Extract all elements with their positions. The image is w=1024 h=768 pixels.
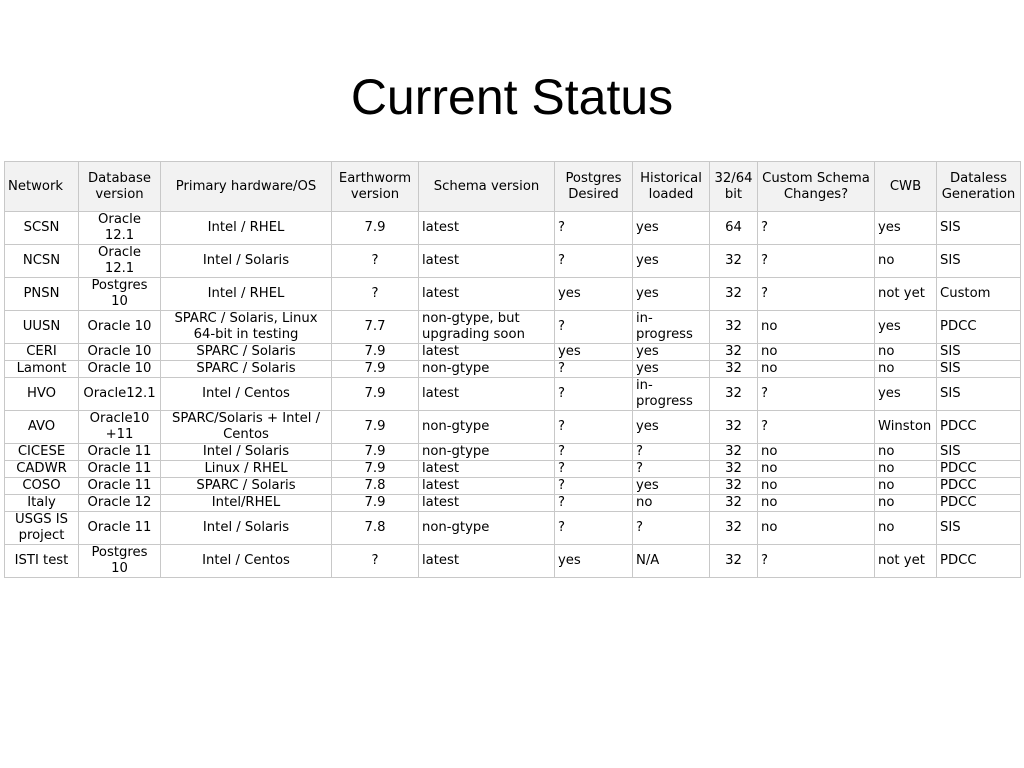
cell-historical-loaded: in-progress (633, 378, 710, 411)
cell-dataless-generation: PDCC (937, 545, 1021, 578)
cell-dataless-generation: SIS (937, 444, 1021, 461)
cell-database-version: Postgres 10 (79, 278, 161, 311)
cell-bit-width: 32 (710, 495, 758, 512)
cell-postgres-desired: ? (555, 478, 633, 495)
cell-database-version: Oracle 10 (79, 311, 161, 344)
table-row (5, 311, 1021, 344)
column-header-32-64-bit: 32/64 bit (710, 162, 758, 212)
cell-custom-schema-changes: ? (758, 378, 875, 411)
cell-bit-width: 32 (710, 311, 758, 344)
cell-cwb: no (875, 478, 937, 495)
column-header-primary-hardware-os: Primary hardware/OS (161, 162, 332, 212)
table-row (5, 245, 1021, 278)
cell-custom-schema-changes: no (758, 361, 875, 378)
cell-bit-width: 64 (710, 212, 758, 245)
cell-schema-version: latest (419, 278, 555, 311)
slide-title: Current Status (350, 69, 674, 125)
cell-bit-width: 32 (710, 461, 758, 478)
cell-custom-schema-changes: no (758, 512, 875, 545)
cell-postgres-desired: yes (555, 278, 633, 311)
cell-postgres-desired: ? (555, 444, 633, 461)
table-row (5, 361, 1021, 378)
cell-earthworm-version: 7.8 (332, 512, 419, 545)
cell-earthworm-version: 7.8 (332, 478, 419, 495)
table-row (5, 512, 1021, 545)
table-header-row (5, 162, 1021, 212)
cell-network: UUSN (5, 311, 79, 344)
cell-earthworm-version: 7.9 (332, 444, 419, 461)
cell-bit-width: 32 (710, 344, 758, 361)
cell-historical-loaded: yes (633, 245, 710, 278)
cell-primary-hardware-os: Intel / Solaris (161, 444, 332, 461)
cell-cwb: no (875, 444, 937, 461)
cell-historical-loaded: yes (633, 344, 710, 361)
cell-primary-hardware-os: SPARC / Solaris, Linux 64-bit in testing (161, 311, 332, 344)
cell-earthworm-version: 7.9 (332, 361, 419, 378)
cell-postgres-desired: ? (555, 461, 633, 478)
cell-cwb: yes (875, 212, 937, 245)
cell-cwb: not yet (875, 545, 937, 578)
cell-network: COSO (5, 478, 79, 495)
cell-primary-hardware-os: SPARC / Solaris (161, 361, 332, 378)
cell-historical-loaded: yes (633, 278, 710, 311)
table-row (5, 212, 1021, 245)
column-header-schema-version: Schema version (419, 162, 555, 212)
cell-bit-width: 32 (710, 411, 758, 444)
cell-historical-loaded: ? (633, 461, 710, 478)
cell-schema-version: latest (419, 495, 555, 512)
table-row (5, 478, 1021, 495)
cell-network: CERI (5, 344, 79, 361)
cell-custom-schema-changes: ? (758, 545, 875, 578)
cell-historical-loaded: ? (633, 444, 710, 461)
cell-network: SCSN (5, 212, 79, 245)
cell-historical-loaded: yes (633, 411, 710, 444)
cell-cwb: yes (875, 378, 937, 411)
cell-database-version: Oracle10 +11 (79, 411, 161, 444)
cell-bit-width: 32 (710, 512, 758, 545)
cell-schema-version: non-gtype (419, 361, 555, 378)
cell-primary-hardware-os: Intel/RHEL (161, 495, 332, 512)
cell-database-version: Oracle 12.1 (79, 212, 161, 245)
cell-cwb: no (875, 461, 937, 478)
cell-earthworm-version: 7.9 (332, 212, 419, 245)
cell-dataless-generation: PDCC (937, 495, 1021, 512)
cell-primary-hardware-os: Intel / Solaris (161, 245, 332, 278)
cell-database-version: Oracle 12.1 (79, 245, 161, 278)
cell-network: CICESE (5, 444, 79, 461)
cell-custom-schema-changes: ? (758, 411, 875, 444)
cell-custom-schema-changes: ? (758, 245, 875, 278)
cell-database-version: Oracle 10 (79, 361, 161, 378)
cell-historical-loaded: yes (633, 212, 710, 245)
column-header-cwb: CWB (875, 162, 937, 212)
cell-bit-width: 32 (710, 278, 758, 311)
cell-custom-schema-changes: ? (758, 278, 875, 311)
cell-earthworm-version: 7.9 (332, 495, 419, 512)
cell-schema-version: latest (419, 344, 555, 361)
cell-custom-schema-changes: no (758, 444, 875, 461)
cell-primary-hardware-os: Intel / RHEL (161, 278, 332, 311)
cell-bit-width: 32 (710, 478, 758, 495)
cell-postgres-desired: ? (555, 411, 633, 444)
cell-schema-version: latest (419, 378, 555, 411)
cell-cwb: yes (875, 311, 937, 344)
cell-postgres-desired: ? (555, 378, 633, 411)
cell-custom-schema-changes: no (758, 495, 875, 512)
cell-postgres-desired: ? (555, 212, 633, 245)
table-row (5, 461, 1021, 478)
cell-historical-loaded: yes (633, 478, 710, 495)
cell-primary-hardware-os: Intel / Centos (161, 545, 332, 578)
cell-dataless-generation: PDCC (937, 461, 1021, 478)
column-header-postgres-desired: Postgres Desired (555, 162, 633, 212)
cell-dataless-generation: SIS (937, 512, 1021, 545)
cell-postgres-desired: ? (555, 512, 633, 545)
cell-network: Italy (5, 495, 79, 512)
cell-earthworm-version: ? (332, 245, 419, 278)
cell-cwb: no (875, 344, 937, 361)
column-header-network: Network (5, 162, 79, 212)
cell-dataless-generation: PDCC (937, 478, 1021, 495)
cell-earthworm-version: 7.9 (332, 411, 419, 444)
cell-cwb: no (875, 512, 937, 545)
cell-database-version: Oracle 12 (79, 495, 161, 512)
cell-historical-loaded: yes (633, 361, 710, 378)
cell-historical-loaded: N/A (633, 545, 710, 578)
cell-network: AVO (5, 411, 79, 444)
cell-schema-version: non-gtype, but upgrading soon (419, 311, 555, 344)
table-row (5, 378, 1021, 411)
cell-custom-schema-changes: no (758, 478, 875, 495)
column-header-custom-schema-changes: Custom Schema Changes? (758, 162, 875, 212)
cell-primary-hardware-os: Linux / RHEL (161, 461, 332, 478)
column-header-dataless-generation: Dataless Generation (937, 162, 1021, 212)
cell-primary-hardware-os: SPARC / Solaris (161, 478, 332, 495)
cell-cwb: not yet (875, 278, 937, 311)
cell-bit-width: 32 (710, 545, 758, 578)
cell-network: PNSN (5, 278, 79, 311)
cell-dataless-generation: PDCC (937, 311, 1021, 344)
cell-dataless-generation: Custom (937, 278, 1021, 311)
cell-custom-schema-changes: no (758, 344, 875, 361)
cell-cwb: Winston (875, 411, 937, 444)
cell-bit-width: 32 (710, 361, 758, 378)
cell-network: HVO (5, 378, 79, 411)
cell-schema-version: non-gtype (419, 411, 555, 444)
cell-custom-schema-changes: ? (758, 212, 875, 245)
cell-bit-width: 32 (710, 378, 758, 411)
cell-schema-version: latest (419, 245, 555, 278)
table-row (5, 278, 1021, 311)
cell-network: Lamont (5, 361, 79, 378)
cell-earthworm-version: 7.9 (332, 378, 419, 411)
cell-database-version: Oracle 11 (79, 512, 161, 545)
cell-schema-version: latest (419, 212, 555, 245)
cell-dataless-generation: SIS (937, 378, 1021, 411)
cell-postgres-desired: yes (555, 344, 633, 361)
cell-earthworm-version: 7.9 (332, 461, 419, 478)
cell-earthworm-version: ? (332, 278, 419, 311)
cell-cwb: no (875, 361, 937, 378)
column-header-earthworm-version: Earthworm version (332, 162, 419, 212)
cell-cwb: no (875, 495, 937, 512)
cell-dataless-generation: SIS (937, 344, 1021, 361)
cell-primary-hardware-os: Intel / RHEL (161, 212, 332, 245)
cell-dataless-generation: SIS (937, 212, 1021, 245)
cell-bit-width: 32 (710, 245, 758, 278)
cell-custom-schema-changes: no (758, 311, 875, 344)
cell-cwb: no (875, 245, 937, 278)
cell-schema-version: non-gtype (419, 444, 555, 461)
cell-database-version: Postgres 10 (79, 545, 161, 578)
cell-earthworm-version: ? (332, 545, 419, 578)
cell-primary-hardware-os: Intel / Solaris (161, 512, 332, 545)
cell-schema-version: non-gtype (419, 512, 555, 545)
cell-network: USGS IS project (5, 512, 79, 545)
cell-bit-width: 32 (710, 444, 758, 461)
cell-database-version: Oracle 11 (79, 478, 161, 495)
cell-historical-loaded: no (633, 495, 710, 512)
cell-primary-hardware-os: SPARC/Solaris + Intel / Centos (161, 411, 332, 444)
cell-postgres-desired: yes (555, 545, 633, 578)
table-row (5, 545, 1021, 578)
column-header-historical-loaded: Historical loaded (633, 162, 710, 212)
cell-primary-hardware-os: Intel / Centos (161, 378, 332, 411)
cell-dataless-generation: SIS (937, 361, 1021, 378)
cell-network: CADWR (5, 461, 79, 478)
status-table (4, 161, 1021, 578)
cell-dataless-generation: SIS (937, 245, 1021, 278)
cell-schema-version: latest (419, 545, 555, 578)
table-row (5, 411, 1021, 444)
cell-network: NCSN (5, 245, 79, 278)
cell-database-version: Oracle 10 (79, 344, 161, 361)
cell-historical-loaded: in-progress (633, 311, 710, 344)
cell-schema-version: latest (419, 461, 555, 478)
cell-earthworm-version: 7.7 (332, 311, 419, 344)
table-body (5, 212, 1021, 578)
cell-database-version: Oracle 11 (79, 461, 161, 478)
cell-historical-loaded: ? (633, 512, 710, 545)
cell-primary-hardware-os: SPARC / Solaris (161, 344, 332, 361)
cell-postgres-desired: ? (555, 361, 633, 378)
cell-schema-version: latest (419, 478, 555, 495)
cell-postgres-desired: ? (555, 495, 633, 512)
table-row (5, 344, 1021, 361)
cell-postgres-desired: ? (555, 245, 633, 278)
table-row (5, 495, 1021, 512)
column-header-database-version: Database version (79, 162, 161, 212)
cell-database-version: Oracle 11 (79, 444, 161, 461)
cell-earthworm-version: 7.9 (332, 344, 419, 361)
table-row (5, 444, 1021, 461)
cell-postgres-desired: ? (555, 311, 633, 344)
cell-custom-schema-changes: no (758, 461, 875, 478)
cell-network: ISTI test (5, 545, 79, 578)
cell-dataless-generation: PDCC (937, 411, 1021, 444)
cell-database-version: Oracle12.1 (79, 378, 161, 411)
